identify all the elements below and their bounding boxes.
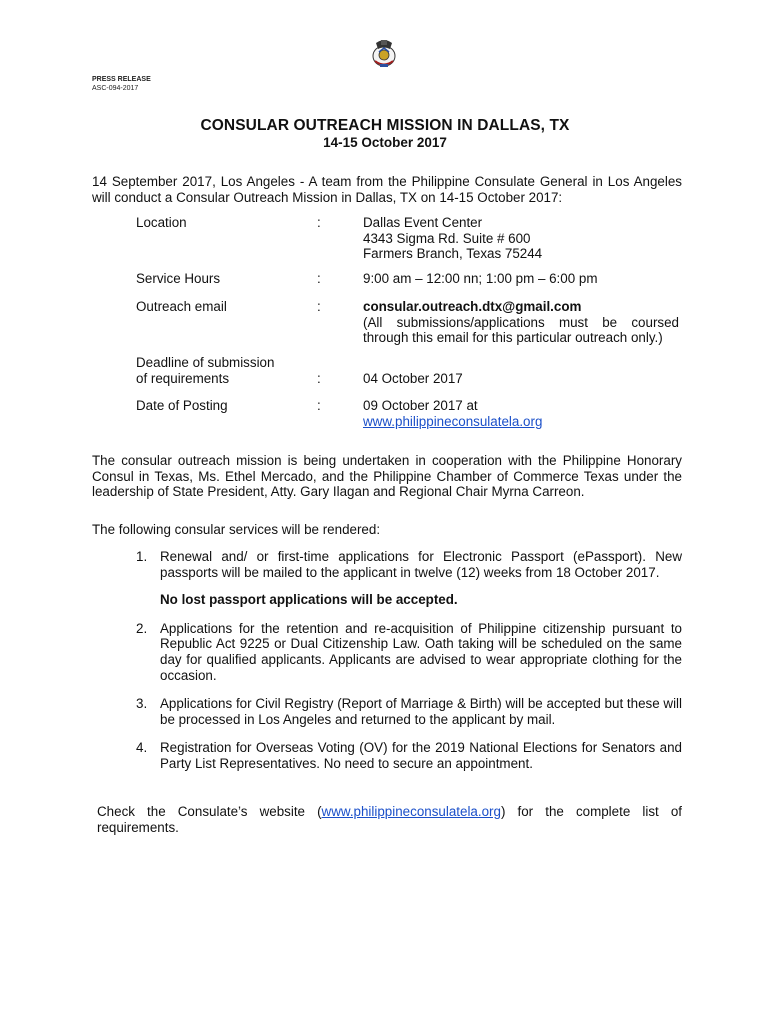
email-label: Outreach email [136, 299, 227, 314]
outreach-email[interactable]: consular.outreach.dtx@gmail.com [363, 299, 582, 314]
posting-label: Date of Posting [136, 398, 228, 413]
intro-paragraph: 14 September 2017, Los Angeles - A team from the Philippine Consulate General in Los Angeles will conduct a Consular Outreach Mission in Dallas, TX on 14-15 October 2017: [92, 174, 682, 205]
deadline-label-line-1: Deadline of submission [136, 355, 275, 370]
posting-website-link[interactable]: www.philippineconsulatela.org [363, 413, 543, 429]
hours-value: 9:00 am – 12:00 nn; 1:00 pm – 6:00 pm [363, 271, 598, 286]
lost-passport-note: No lost passport applications will be accepted. [160, 592, 458, 608]
location-value [363, 215, 679, 262]
email-value-block [363, 299, 679, 346]
list-item-number: 4. [136, 740, 148, 756]
list-item-text: Registration for Overseas Voting (OV) for the 2019 National Elections for Senators and Party List Representatives. No need to secure an appointment. [160, 740, 682, 771]
list-item-number: 1. [136, 549, 148, 564]
posting-value: 09 October 2017 at [363, 398, 478, 413]
consulate-seal-icon [366, 35, 402, 71]
list-item [136, 696, 682, 727]
press-release-label: PRESS RELEASE [92, 76, 151, 83]
list-item [136, 549, 682, 608]
services-intro: The following consular services will be rendered: [92, 522, 381, 537]
location-line-3: Farmers Branch, Texas 75244 [363, 246, 543, 262]
deadline-colon: : [317, 370, 321, 386]
email-note: (All submissions/applications must be coursed through this email for this particular outreach only.) [363, 314, 679, 346]
list-item-text: Applications for the retention and re-acquisition of Philippine citizenship pursuant to Republic Act 9225 or Dual Citizenship Law. Oath taking will be scheduled on the same day for qualified applicants. Applicants are advised to wear appropriate clothing for the occasion. [160, 620, 682, 683]
closing-text-after: ) for the complete list of requirements. [97, 804, 682, 835]
press-release-code: ASC-094-2017 [92, 85, 139, 92]
list-item-number: 3. [136, 696, 148, 712]
press-release-header [92, 75, 151, 93]
cooperation-paragraph: The consular outreach mission is being undertaken in cooperation with the Philippine Honorary Consul in Texas, Ms. Ethel Mercado, and the Philippine Chamber of Commerce Texas under the leadership of State President, Atty. Gary Ilagan and Regional Chair Myrna Carreon. [92, 453, 682, 500]
list-item [136, 740, 682, 771]
posting-value-block [363, 398, 679, 429]
list-item-text: Renewal and/ or first-time applications for Electronic Passport (ePassport). New passports will be mailed to the applicant in twelve (12) weeks from 18 October 2017. [160, 549, 682, 580]
location-colon: : [317, 215, 321, 230]
email-colon: : [317, 299, 321, 314]
document-title: CONSULAR OUTREACH MISSION IN DALLAS, TX [200, 117, 570, 134]
hours-colon: : [317, 271, 321, 286]
list-item-text: Applications for Civil Registry (Report of Marriage & Birth) will be accepted but these will be processed in Los Angeles and returned to the applicant by mail. [160, 696, 682, 727]
document-subtitle: 14-15 October 2017 [323, 135, 447, 150]
deadline-label [136, 355, 311, 386]
location-line-2: 4343 Sigma Rd. Suite # 600 [363, 230, 531, 246]
hours-label: Service Hours [136, 271, 221, 286]
location-label: Location [136, 215, 187, 230]
list-item [136, 621, 682, 683]
posting-colon: : [317, 398, 321, 413]
location-line-1: Dallas Event Center [363, 215, 483, 230]
deadline-value: 04 October 2017 [363, 370, 463, 386]
closing-text-before: Check the Consulate’s website ( [97, 804, 322, 819]
list-item-number: 2. [136, 620, 148, 636]
deadline-label-line-2: of requirements [136, 370, 230, 386]
consulate-website-link[interactable]: www.philippineconsulatela.org [321, 804, 501, 819]
closing-paragraph [97, 804, 682, 835]
services-list [136, 549, 682, 772]
